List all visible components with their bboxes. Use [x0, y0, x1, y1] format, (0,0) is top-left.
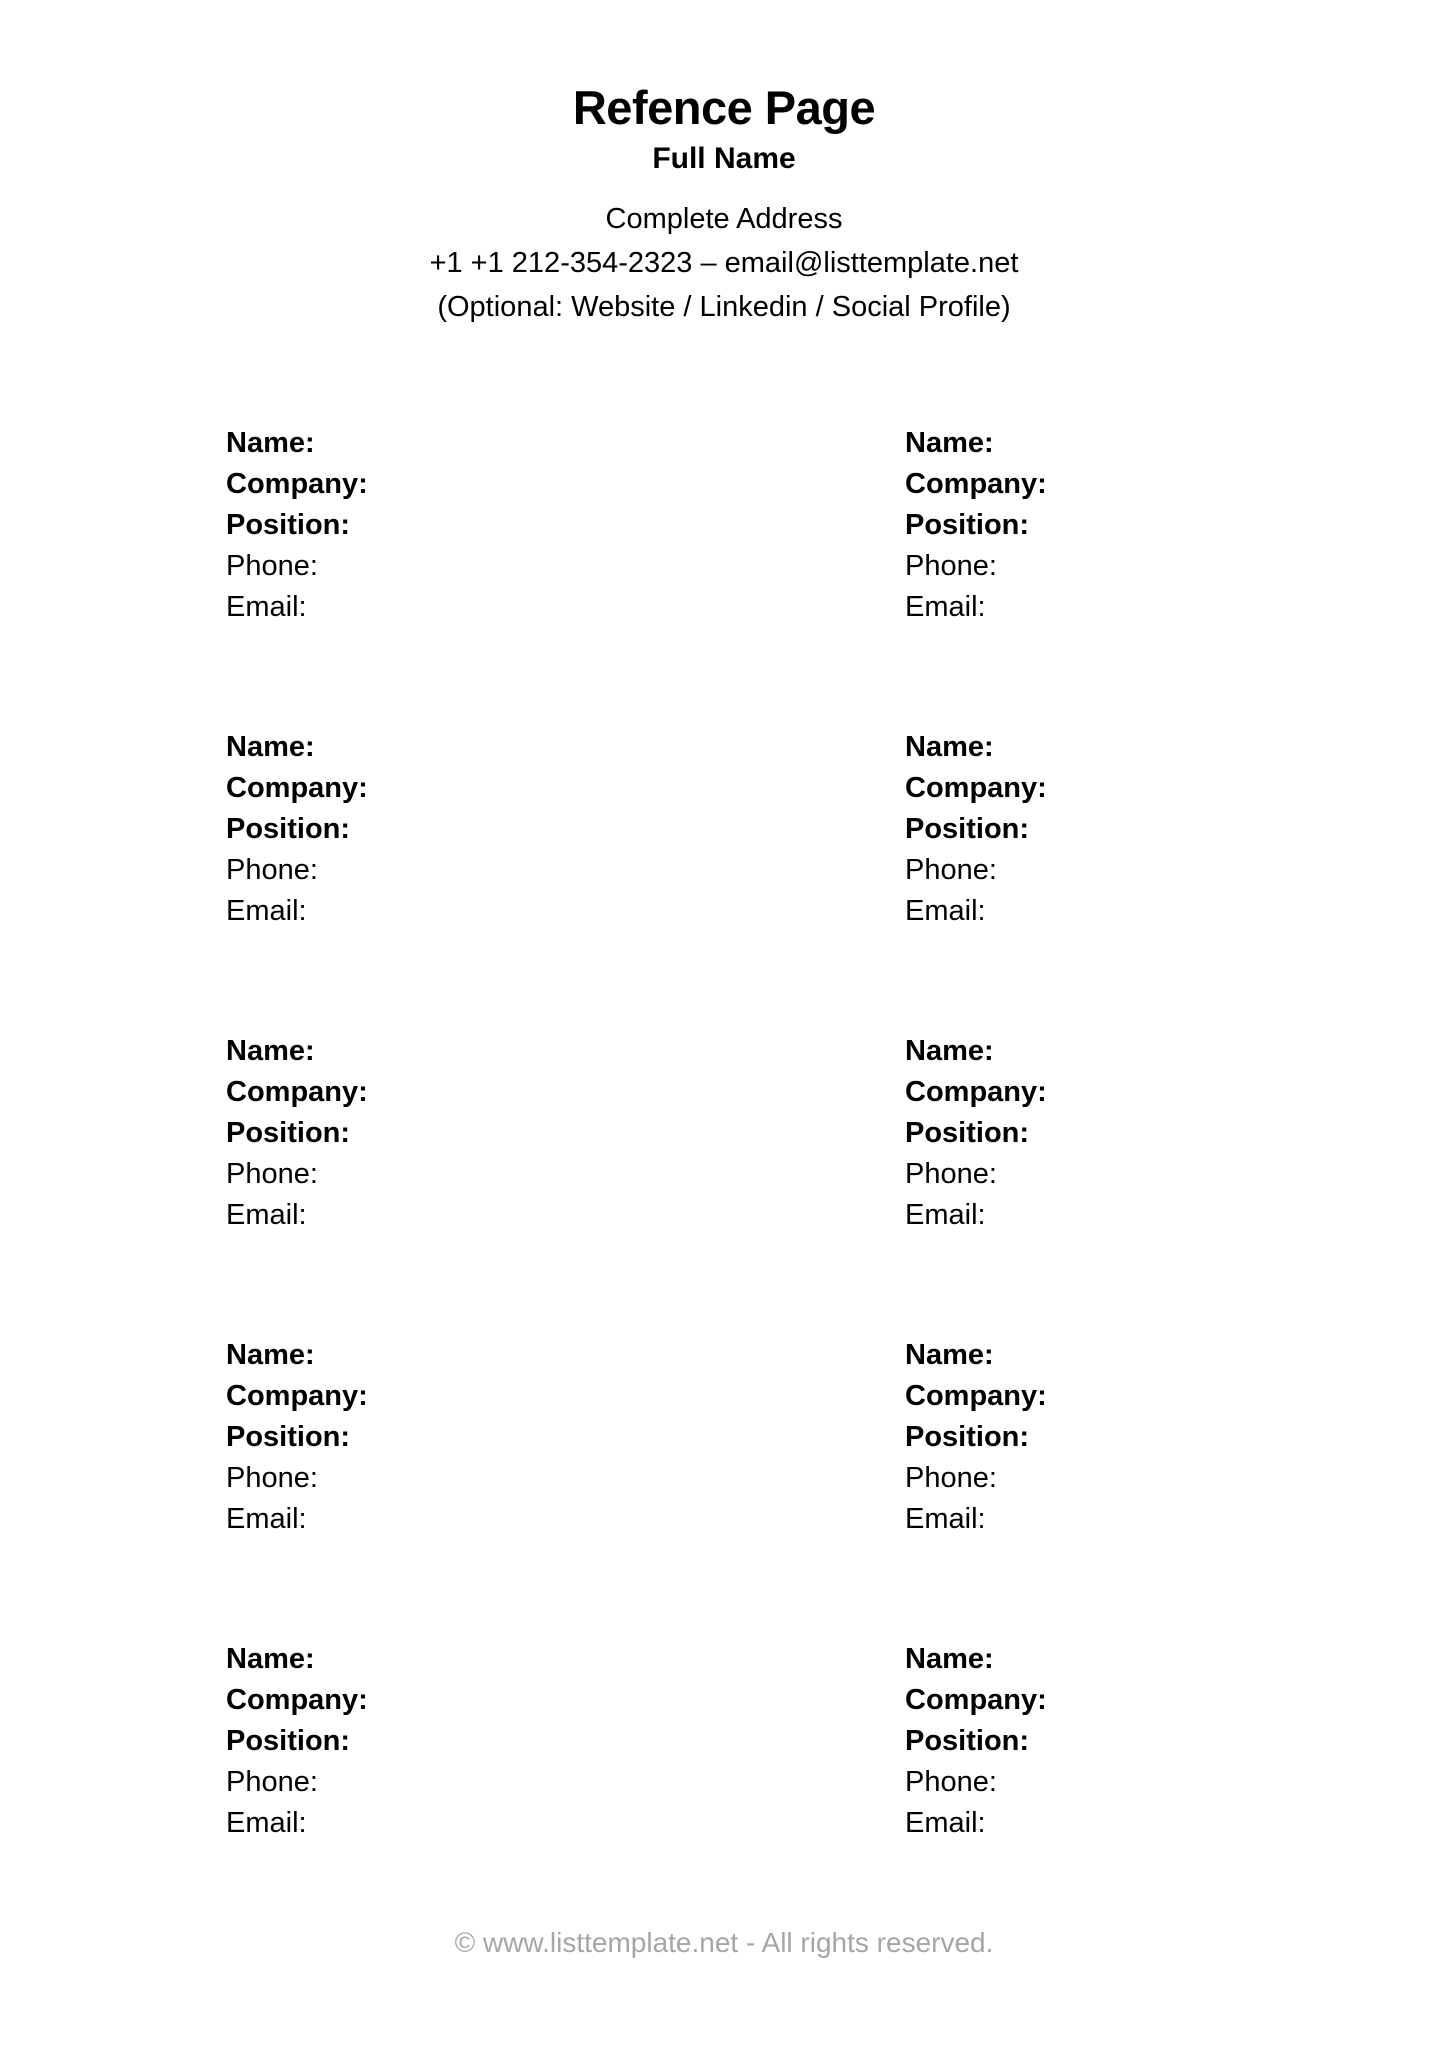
company-label: Company:: [905, 1684, 1047, 1716]
email-label: Email:: [226, 895, 307, 927]
phone-label: Phone:: [905, 1462, 997, 1494]
reference-block-7: [226, 1335, 368, 1540]
company-label: Company:: [905, 1380, 1047, 1412]
position-label: Position:: [226, 1117, 351, 1149]
email-label: Email:: [226, 1199, 307, 1231]
reference-block-3: [226, 727, 368, 932]
position-label: Position:: [226, 813, 351, 845]
company-label: Company:: [226, 772, 368, 804]
name-label: Name:: [226, 427, 315, 459]
phone-label: Phone:: [226, 1158, 318, 1190]
position-label: Position:: [905, 813, 1030, 845]
company-label: Company:: [905, 772, 1047, 804]
phone-label: Phone:: [226, 1766, 318, 1798]
phone-label: Phone:: [905, 854, 997, 886]
optional-profiles-line: (Optional: Website / Linkedin / Social Profile): [437, 291, 1011, 323]
email-label: Email:: [226, 591, 307, 623]
position-label: Position:: [226, 1421, 351, 1453]
phone-email-line: +1 +1 212-354-2323 – email@listtemplate.net: [429, 247, 1019, 279]
reference-block-8: [905, 1335, 1047, 1540]
phone-label: Phone:: [226, 854, 318, 886]
name-label: Name:: [905, 1035, 994, 1067]
position-label: Position:: [226, 509, 351, 541]
email-label: Email:: [905, 895, 986, 927]
reference-block-5: [226, 1031, 368, 1236]
email-label: Email:: [226, 1503, 307, 1535]
name-label: Name:: [905, 1339, 994, 1371]
email-label: Email:: [905, 1503, 986, 1535]
email-label: Email:: [905, 1807, 986, 1839]
phone-label: Phone:: [905, 1766, 997, 1798]
name-label: Name:: [226, 1035, 315, 1067]
company-label: Company:: [226, 1076, 368, 1108]
name-label: Name:: [905, 1643, 994, 1675]
email-label: Email:: [905, 1199, 986, 1231]
phone-label: Phone:: [905, 550, 997, 582]
position-label: Position:: [905, 509, 1030, 541]
phone-label: Phone:: [226, 550, 318, 582]
reference-block-2: [905, 423, 1047, 628]
reference-block-4: [905, 727, 1047, 932]
company-label: Company:: [226, 468, 368, 500]
name-label: Name:: [905, 427, 994, 459]
phone-label: Phone:: [905, 1158, 997, 1190]
company-label: Company:: [905, 1076, 1047, 1108]
company-label: Company:: [226, 1380, 368, 1412]
position-label: Position:: [226, 1725, 351, 1757]
position-label: Position:: [905, 1725, 1030, 1757]
company-label: Company:: [226, 1684, 368, 1716]
reference-block-9: [226, 1639, 368, 1844]
page-title: Refence Page: [572, 81, 876, 134]
address-line: Complete Address: [605, 203, 843, 235]
reference-block-6: [905, 1031, 1047, 1236]
phone-label: Phone:: [226, 1462, 318, 1494]
copyright-footer: © www.listtemplate.net - All rights reserved.: [454, 1927, 994, 1958]
name-label: Name:: [226, 1643, 315, 1675]
position-label: Position:: [905, 1117, 1030, 1149]
company-label: Company:: [905, 468, 1047, 500]
reference-block-10: [905, 1639, 1047, 1844]
name-label: Name:: [226, 1339, 315, 1371]
reference-block-1: [226, 423, 368, 628]
full-name-placeholder: Full Name: [652, 142, 796, 175]
name-label: Name:: [226, 731, 315, 763]
position-label: Position:: [905, 1421, 1030, 1453]
email-label: Email:: [226, 1807, 307, 1839]
email-label: Email:: [905, 591, 986, 623]
name-label: Name:: [905, 731, 994, 763]
